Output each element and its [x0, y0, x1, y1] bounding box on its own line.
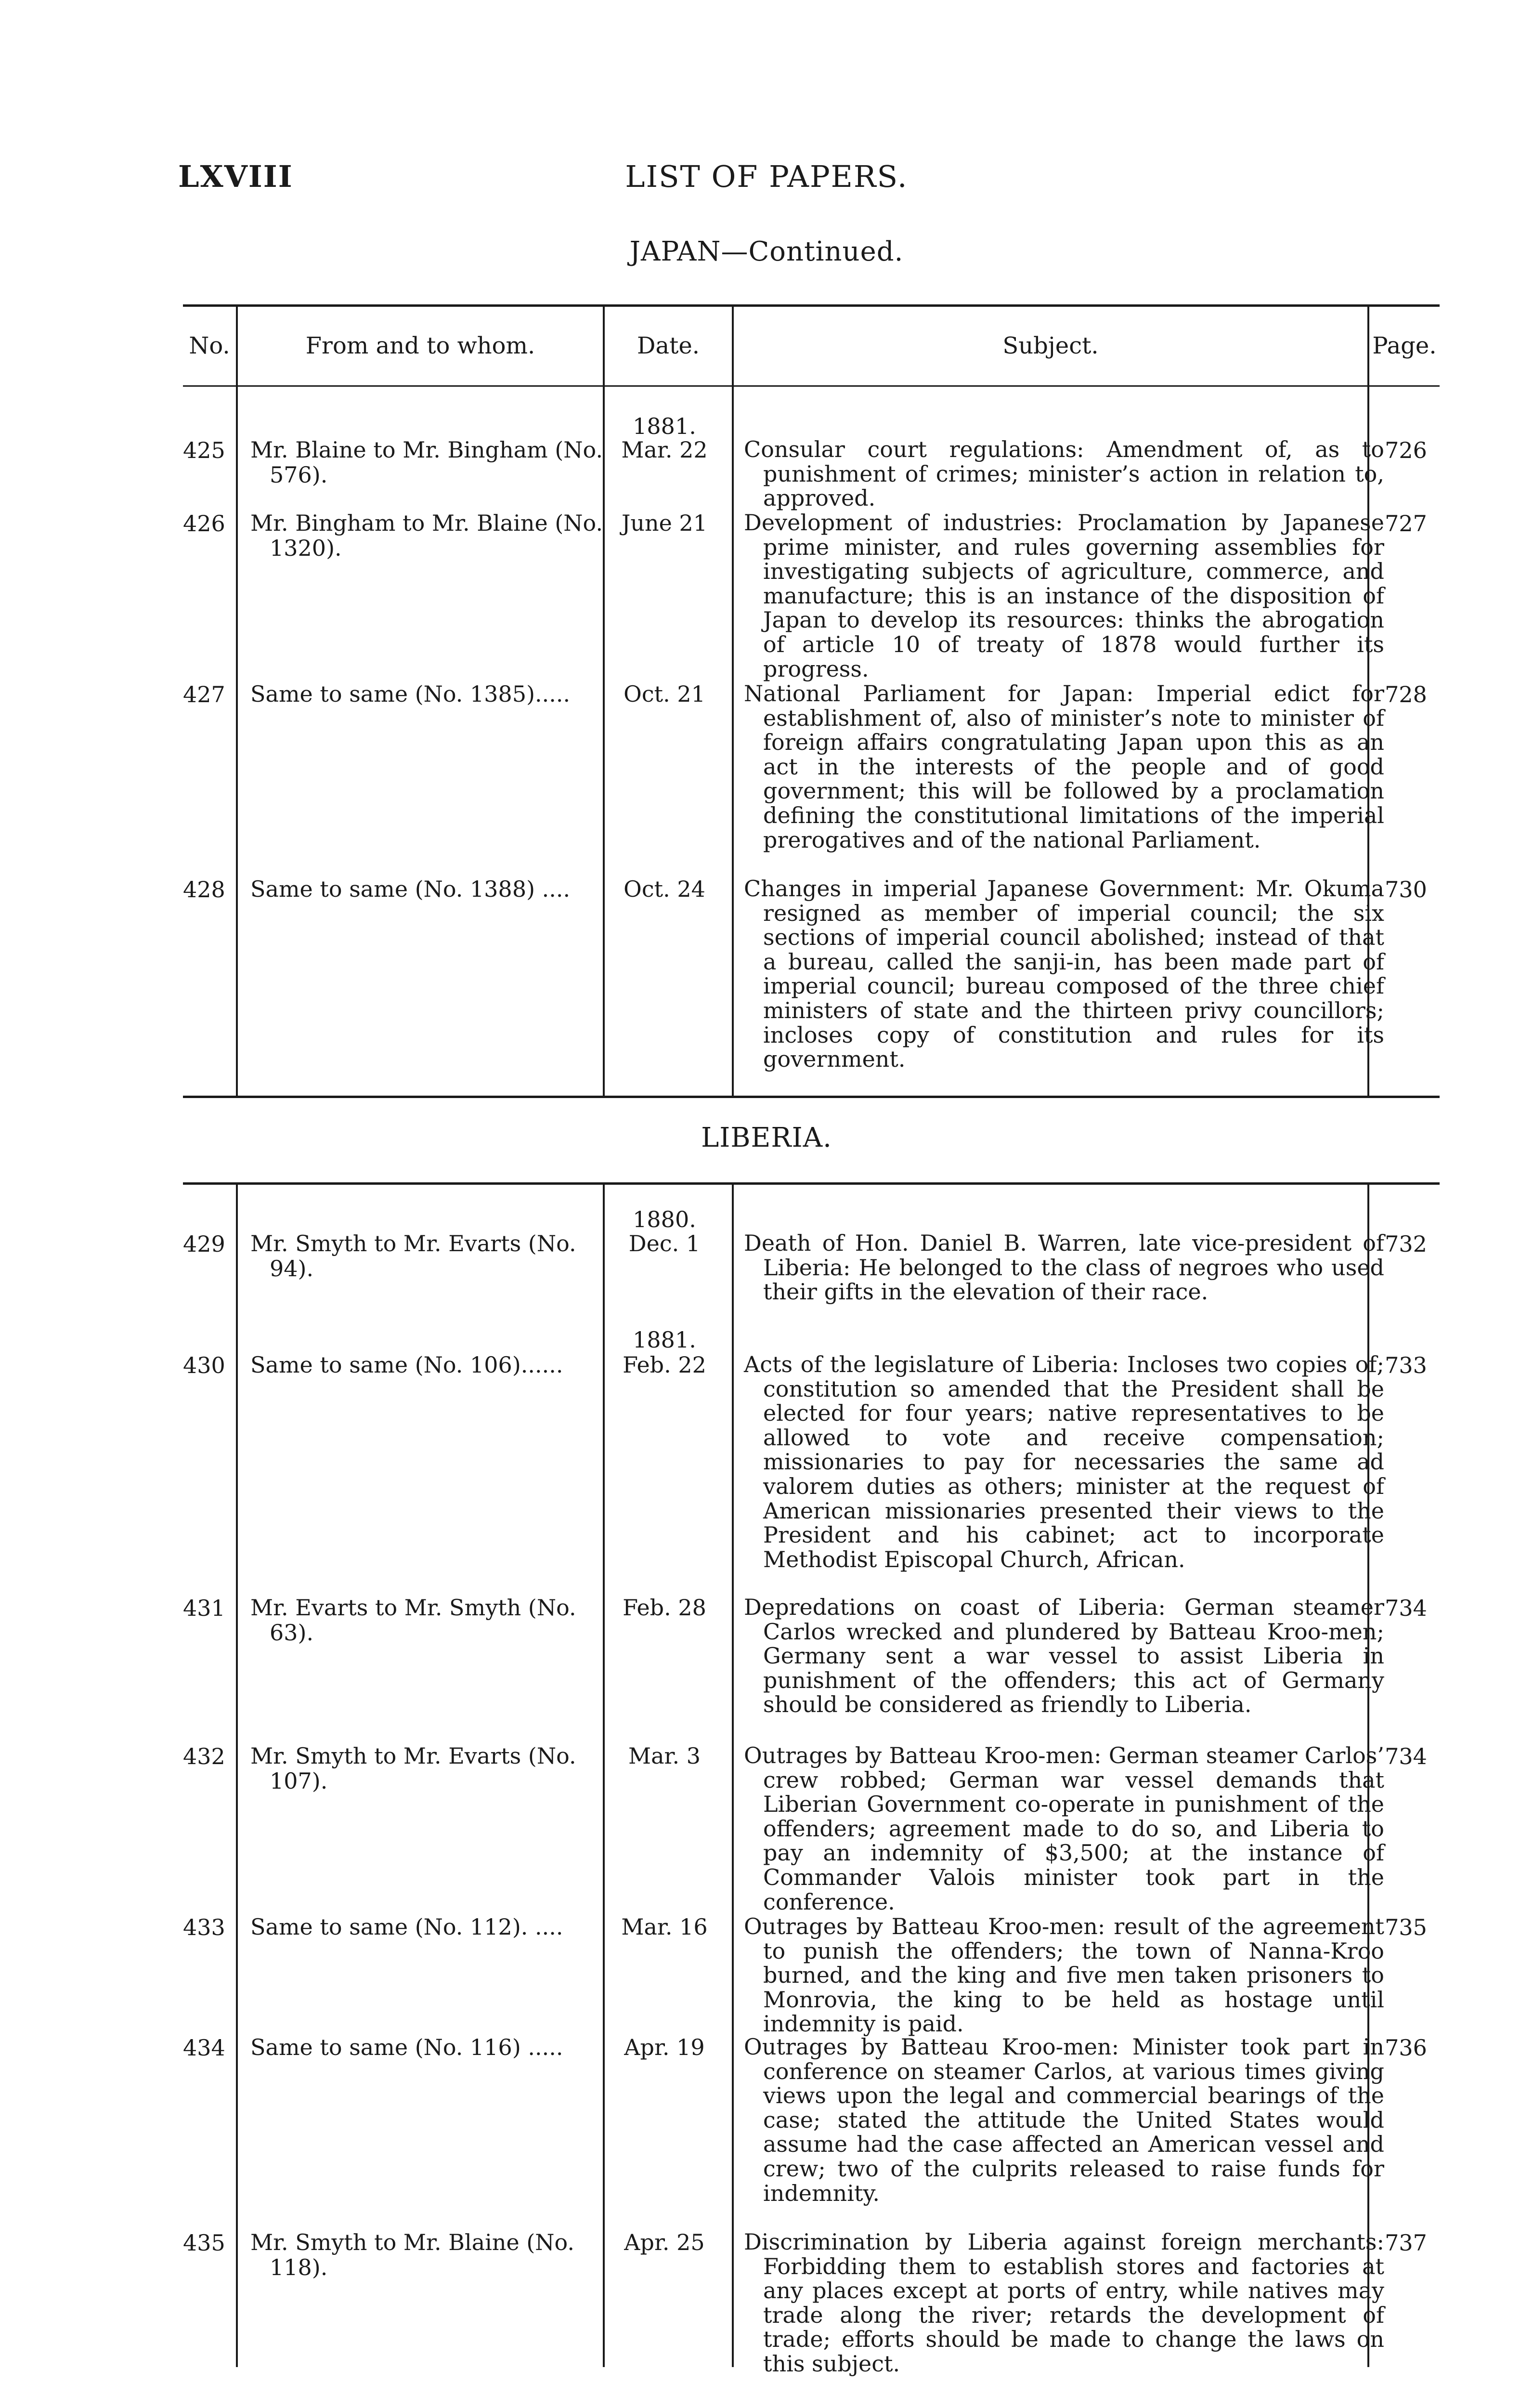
date: Feb. 28: [623, 1595, 706, 1621]
row-number: 426: [183, 510, 225, 537]
subject: Death of Hon. Daniel B. Warren, late vice-president of Liberia: He belonged to the class of negroes who used their gifts in the elevation of their race.: [744, 1230, 1384, 1305]
row-number: 425: [183, 437, 225, 463]
subject: Consular court regulations: Amendment of, as to punishment of crimes; minister’s action in relation to, approved.: [744, 436, 1384, 511]
year-label: 1881.: [633, 413, 696, 439]
page-ref: 727: [1385, 510, 1427, 537]
column-header-subject: Subject.: [1002, 332, 1099, 359]
table-top-rule: [183, 1182, 1440, 1185]
subject: Changes in imperial Japanese Government: Mr. Okuma resigned as member of imperial council; the six sections of imperial council abolished; instead of that a bureau, called the sanji-in, has been made part of imperial council; bureau composed of the three chief ministers of state and the thirteen privy councillors; incloses copy of constitution and rules for its government.: [744, 876, 1384, 1073]
page-ref: 734: [1385, 1595, 1427, 1621]
subject: Depredations on coast of Liberia: German steamer Carlos wrecked and plundered by Batteau Kroo-men; Germany sent a war vessel to assist Liberia in punishment of the offenders; this act of Germany should be considered as friendly to Liberia.: [744, 1594, 1384, 1718]
column-header-page: Page.: [1372, 332, 1437, 359]
date: Mar. 3: [628, 1743, 701, 1769]
column-rule: [732, 1185, 734, 2367]
row-number: 429: [183, 1231, 225, 1257]
column-rule: [236, 1185, 238, 2367]
date: Oct. 21: [624, 681, 705, 707]
from-to: Mr. Smyth to Mr. Evarts (No. 94).: [250, 1230, 576, 1282]
page-ref: 733: [1385, 1352, 1427, 1378]
column-header-date: Date.: [637, 332, 700, 359]
column-header-from: From and to whom.: [305, 332, 535, 359]
from-to: Mr. Bingham to Mr. Blaine (No. 1320).: [250, 510, 603, 561]
row-number: 431: [183, 1595, 225, 1621]
page-ref: 732: [1385, 1231, 1427, 1257]
table-bottom-rule: [183, 1096, 1440, 1098]
row-number: 427: [183, 681, 225, 707]
page-ref: 726: [1385, 437, 1427, 463]
page-ref: 734: [1385, 1743, 1427, 1769]
column-rule: [603, 306, 605, 1096]
table-top-rule: [183, 304, 1440, 307]
page-ref: 728: [1385, 681, 1427, 707]
date: Apr. 19: [624, 2034, 705, 2060]
from-to: Mr. Evarts to Mr. Smyth (No. 63).: [250, 1595, 576, 1646]
row-number: 433: [183, 1914, 225, 1940]
row-number: 428: [183, 877, 225, 903]
page-number: LXVIII: [178, 159, 293, 194]
date: Mar. 16: [621, 1914, 708, 1940]
row-number: 434: [183, 2035, 225, 2061]
date: Oct. 24: [624, 876, 705, 902]
date: Apr. 25: [624, 2229, 705, 2255]
page-ref: 736: [1385, 2035, 1427, 2061]
row-number: 432: [183, 1743, 225, 1769]
from-to: Mr. Smyth to Mr. Evarts (No. 107).: [250, 1743, 576, 1794]
page-ref: 730: [1385, 877, 1427, 903]
header-bottom-rule: [183, 385, 1440, 387]
from-to: Same to same (No. 1388) ....: [250, 876, 571, 902]
subject: Development of industries: Proclamation by Japanese prime minister, and rules governing assemblies for investigating subjects of agriculture, commerce, and manufacture; this is an instance of the disposition of Japan to develop its resources: thinks the abrogation of article 10 of treaty of 1878 would further its progress.: [744, 510, 1384, 682]
from-to: Same to same (No. 106)......: [250, 1352, 563, 1378]
page-title: LIST OF PAPERS.: [625, 159, 908, 194]
from-to: Mr. Smyth to Mr. Blaine (No. 118).: [250, 2229, 575, 2280]
date: Dec. 1: [628, 1230, 701, 1256]
from-to: Same to same (No. 116) .....: [250, 2034, 563, 2060]
subject: Acts of the legislature of Liberia: Incloses two copies of; constitution so amended that the President shall be elected for four years; native representatives to be allowed to vote and receive compensation; missionaries to pay for necessaries the same ad valorem duties as others; minister at the request of American missionaries presented their views to the President and his cabinet; act to incorporate Methodist Episcopal Church, African.: [744, 1351, 1384, 1572]
row-number: 430: [183, 1352, 225, 1378]
section-title-japan: JAPAN—Continued.: [629, 236, 904, 267]
row-number: 435: [183, 2230, 225, 2256]
subject: National Parliament for Japan: Imperial edict for establishment of, also of minister’s note to minister of foreign affairs congratulating Japan upon this as an act in the interests of the people and of good government; this will be followed by a proclamation defining the constitutional limitations of the imperial prerogatives and of the national Parliament.: [744, 681, 1384, 853]
subject: Outrages by Batteau Kroo-men: result of the agreement to punish the offenders; the town of Nanna-Kroo burned, and the king and five men taken prisoners to Monrovia, the king to be held as hostage until indemnity is paid.: [744, 1913, 1384, 2037]
from-to: Same to same (No. 1385).....: [250, 681, 571, 707]
year-label: 1881.: [633, 1327, 696, 1353]
year-label: 1880.: [633, 1206, 696, 1232]
date: Mar. 22: [621, 437, 708, 463]
page-ref: 735: [1385, 1914, 1427, 1940]
from-to: Mr. Blaine to Mr. Bingham (No. 576).: [250, 437, 603, 488]
from-to: Same to same (No. 112). ....: [250, 1914, 563, 1940]
date: Feb. 22: [623, 1352, 706, 1378]
column-rule: [236, 306, 238, 1096]
page-ref: 737: [1385, 2230, 1427, 2256]
subject: Outrages by Batteau Kroo-men: Minister took part in conference on steamer Carlos, at various times giving views upon the legal and commercial bearings of the case; stated the attitude the United States would assume had the case affected an American vessel and crew; two of the culprits released to raise funds for indemnity.: [744, 2034, 1384, 2206]
column-header-no: No.: [189, 332, 230, 359]
column-rule: [732, 306, 734, 1096]
subject: Outrages by Batteau Kroo-men: German steamer Carlos’ crew robbed; German war vessel demands that Liberian Government co-operate in punishment of the offenders; agreement made to do so, and Liberia to pay an indemnity of $3,500; at the instance of Commander Valois minister took part in the conference.: [744, 1742, 1384, 1915]
subject: Discrimination by Liberia against foreign merchants: Forbidding them to establish stores and factories at any places except at ports of entry, while natives may trade along the river; retards the development of trade; efforts should be made to change the laws on this subject.: [744, 2229, 1384, 2377]
date: June 21: [621, 510, 708, 536]
section-title-liberia: LIBERIA.: [701, 1122, 832, 1153]
